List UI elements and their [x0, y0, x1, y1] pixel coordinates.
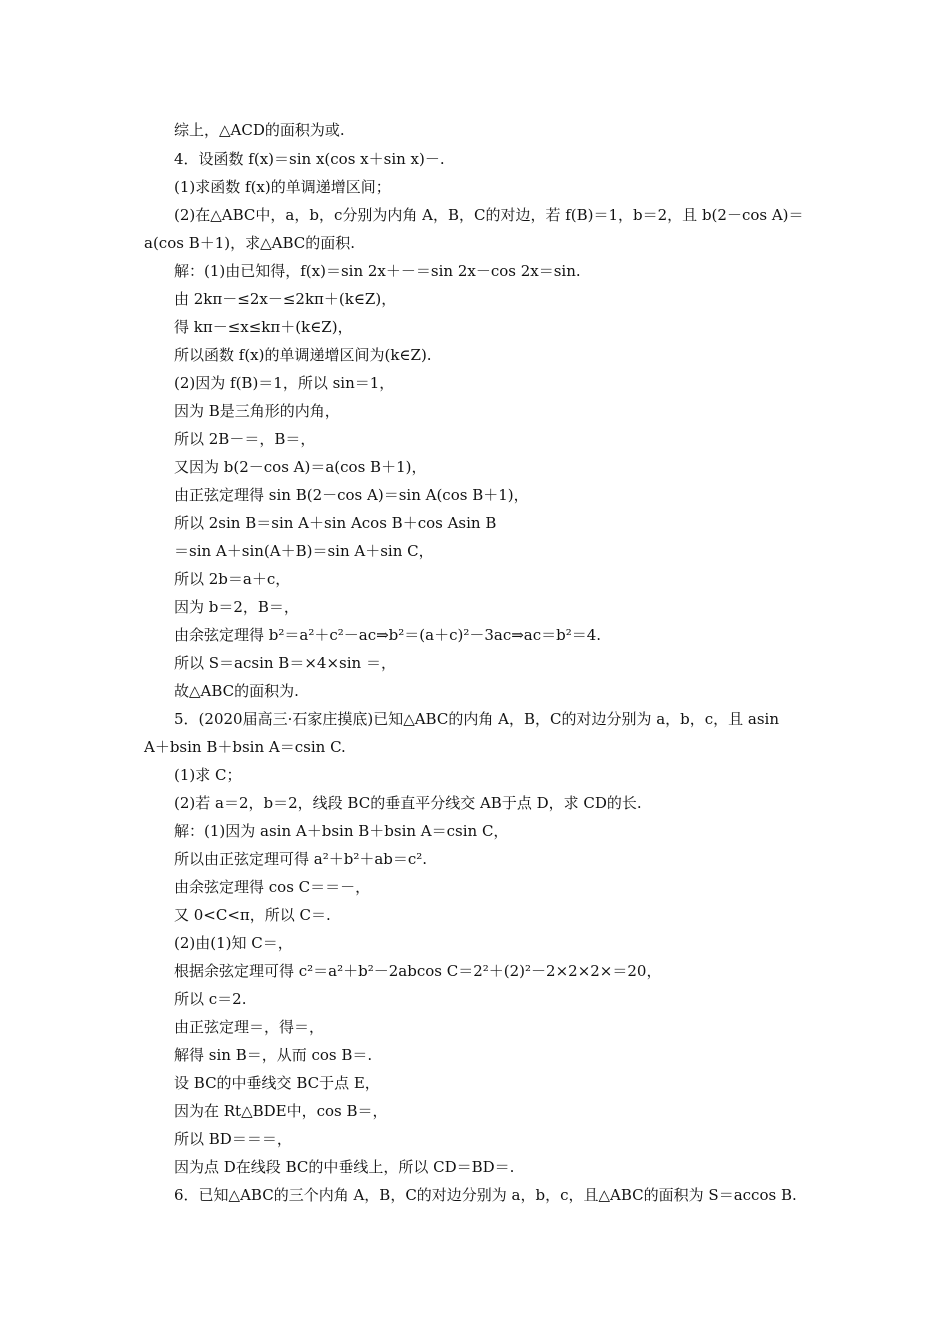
text-line: 由 2kπ－≤2x－≤2kπ＋(k∈Z)，	[174, 290, 397, 308]
text-line: 所以 2sin B＝sin A＋sin Acos B＋cos Asin B	[174, 514, 497, 532]
text-line: 因为点 D在线段 BC的中垂线上，所以 CD＝BD＝.	[174, 1158, 515, 1176]
text-line: (2)若 a＝2，b＝2，线段 BC的垂直平分线交 AB于点 D，求 CD的长.	[174, 794, 642, 812]
text-line: 所以 2B－＝，B＝，	[174, 430, 316, 448]
text-line: 根据余弦定理可得 c²＝a²＋b²－2abcos C＝2²＋(2)²－2×2×2×＝20，	[174, 962, 662, 980]
text-line: (2)由(1)知 C＝，	[174, 934, 293, 952]
problem-6-statement: 6．已知△ABC的三个内角 A，B，C的对边分别为 a，b，c，且△ABC的面积为 S＝accos B.	[174, 1186, 797, 1204]
solution-start: 解：(1)由已知得，f(x)＝sin 2x＋－＝sin 2x－cos 2x＝sin.	[174, 262, 581, 280]
text-line: 得 kπ－≤x≤kπ＋(k∈Z)，	[174, 318, 353, 336]
text-line: a(cos B＋1)，求△ABC的面积.	[144, 234, 356, 252]
text-line: ＝sin A＋sin(A＋B)＝sin A＋sin C，	[174, 542, 434, 560]
text-line: 所以 2b＝a＋c，	[174, 570, 291, 588]
text-line: 又因为 b(2－cos A)＝a(cos B＋1)，	[174, 458, 427, 476]
text-line: 所以 S＝acsin B＝×4×sin ＝，	[174, 654, 396, 672]
text-line: 由余弦定理得 b²＝a²＋c²－ac⇒b²＝(a＋c)²－3ac⇒ac＝b²＝4.	[174, 626, 602, 644]
text-line: 综上，△ACD的面积为或.	[174, 121, 345, 139]
text-line: 因为 B是三角形的内角，	[174, 402, 340, 420]
problem-4-statement: 4．设函数 f(x)＝sin x(cos x＋sin x)－.	[174, 150, 445, 168]
text-line: 所以由正弦定理可得 a²＋b²＋ab＝c².	[174, 850, 428, 868]
text-line: 解得 sin B＝，从而 cos B＝.	[174, 1046, 373, 1064]
text-line: 因为 b＝2，B＝，	[174, 598, 299, 616]
text-line: (2)因为 f(B)＝1，所以 sin＝1，	[174, 374, 395, 392]
text-line: 由正弦定理得 sin B(2－cos A)＝sin A(cos B＋1)，	[174, 486, 529, 504]
text-line: 由余弦定理得 cos C＝＝－，	[174, 878, 371, 896]
text-line: 因为在 Rt△BDE中，cos B＝，	[174, 1102, 388, 1120]
text-line: (2)在△ABC中，a，b，c分别为内角 A，B，C的对边，若 f(B)＝1，b＝2，且 b(2－cos A)＝	[174, 206, 804, 224]
problem-5-statement: 5．(2020届高三·石家庄摸底)已知△ABC的内角 A，B，C的对边分别为 a，b，c，且 asin	[174, 710, 780, 728]
text-line: 故△ABC的面积为.	[174, 682, 299, 700]
text-line: 由正弦定理＝，得＝，	[174, 1018, 325, 1036]
text-line: 设 BC的中垂线交 BC于点 E，	[174, 1074, 380, 1092]
text-line: A＋bsin B＋bsin A＝csin C.	[144, 738, 346, 756]
text-line: (1)求 C；	[174, 766, 242, 784]
text-line: 所以 c＝2.	[174, 990, 247, 1008]
text-line: 又 0<C<π，所以 C＝.	[174, 906, 331, 924]
solution-start: 解：(1)因为 asin A＋bsin B＋bsin A＝csin C，	[174, 822, 509, 840]
text-line: 所以函数 f(x)的单调递增区间为(k∈Z).	[174, 346, 432, 364]
text-line: 所以 BD＝＝＝，	[174, 1130, 292, 1148]
text-line: (1)求函数 f(x)的单调递增区间；	[174, 178, 391, 196]
